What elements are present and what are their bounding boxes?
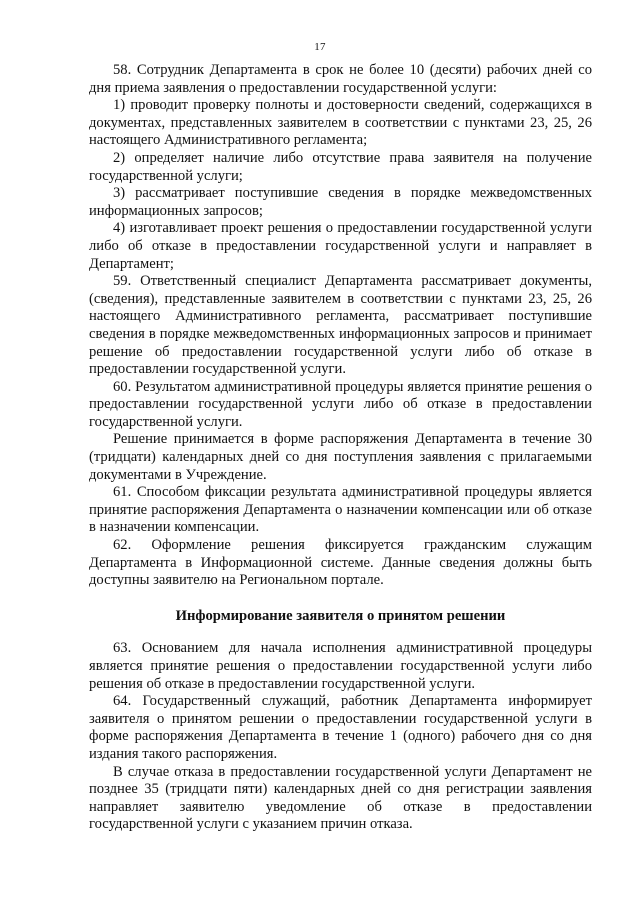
list-item-3: 3) рассматривает поступившие сведения в порядке межведомственных информационных запросов; [89, 185, 592, 219]
paragraph-64: 64. Государственный служащий, работник Департамента информирует заявителя о принятом решении о предоставлении государственной услуги в форме распоряжения Департамента в течение 1 (одного) рабочего дня со дня издания такого распоряжения. [89, 693, 592, 762]
paragraph-61: 61. Способом фиксации результата административной процедуры является принятие распоряжения Департамента о назначении компенсации или об отказе в назначении компенсации. [89, 484, 592, 536]
paragraph-59: 59. Ответственный специалист Департамента рассматривает документы, (сведения), представленные заявителем в соответствии с пунктами 23, 25, 26 настоящего Административного регламента, рассматривает поступившие сведения в порядке межведомственных информационных запросов и принимает решение об предоставлении государственной услуги либо об отказе в предоставлении государственной услуги. [89, 273, 592, 378]
page-number: 17 [314, 41, 326, 53]
list-item-1: 1) проводит проверку полноты и достоверности сведений, содержащихся в документах, представленных заявителем в соответствии с пунктами 23, 25, 26 настоящего Административного регламента; [89, 97, 592, 149]
document-body [89, 62, 592, 834]
list-item-2: 2) определяет наличие либо отсутствие права заявителя на получение государственной услуги; [89, 149, 592, 184]
paragraph-58: 58. Сотрудник Департамента в срок не более 10 (десяти) рабочих дней со дня приема заявления о предоставлении государственной услуги: [89, 62, 592, 96]
paragraph-60: 60. Результатом административной процедуры является принятие решения о предоставлении государственной услуги либо об отказе в предоставлении государственной услуги. [89, 378, 592, 430]
paragraph-62: 62. Оформление решения фиксируется гражданским служащим Департамента в Информационной системе. Данные сведения должны быть доступны заявителю на Региональном портале. [89, 537, 592, 589]
paragraph-refusal: В случае отказа в предоставлении государственной услуги Департамент не позднее 35 (тридцати пяти) календарных дней со дня регистрации заявления направляет заявителю уведомление об отказе в предоставлении государственной услуги с указанием причин отказа. [89, 763, 592, 833]
list-item-4: 4) изготавливает проект решения о предоставлении государственной услуги либо об отказе в предоставлении государственной услуги и направляет в Департамент; [89, 220, 592, 272]
section-heading: Информирование заявителя о принятом решении [175, 607, 506, 624]
paragraph-decision: Решение принимается в форме распоряжения Департамента в течение 30 (тридцати) календарных дней со дня поступления заявления с прилагаемыми документами в Учреждение. [89, 431, 592, 483]
paragraph-63: 63. Основанием для начала исполнения административной процедуры является принятие решения о предоставлении государственной услуги либо решения об отказе в предоставлении государственной услуги. [89, 640, 592, 692]
